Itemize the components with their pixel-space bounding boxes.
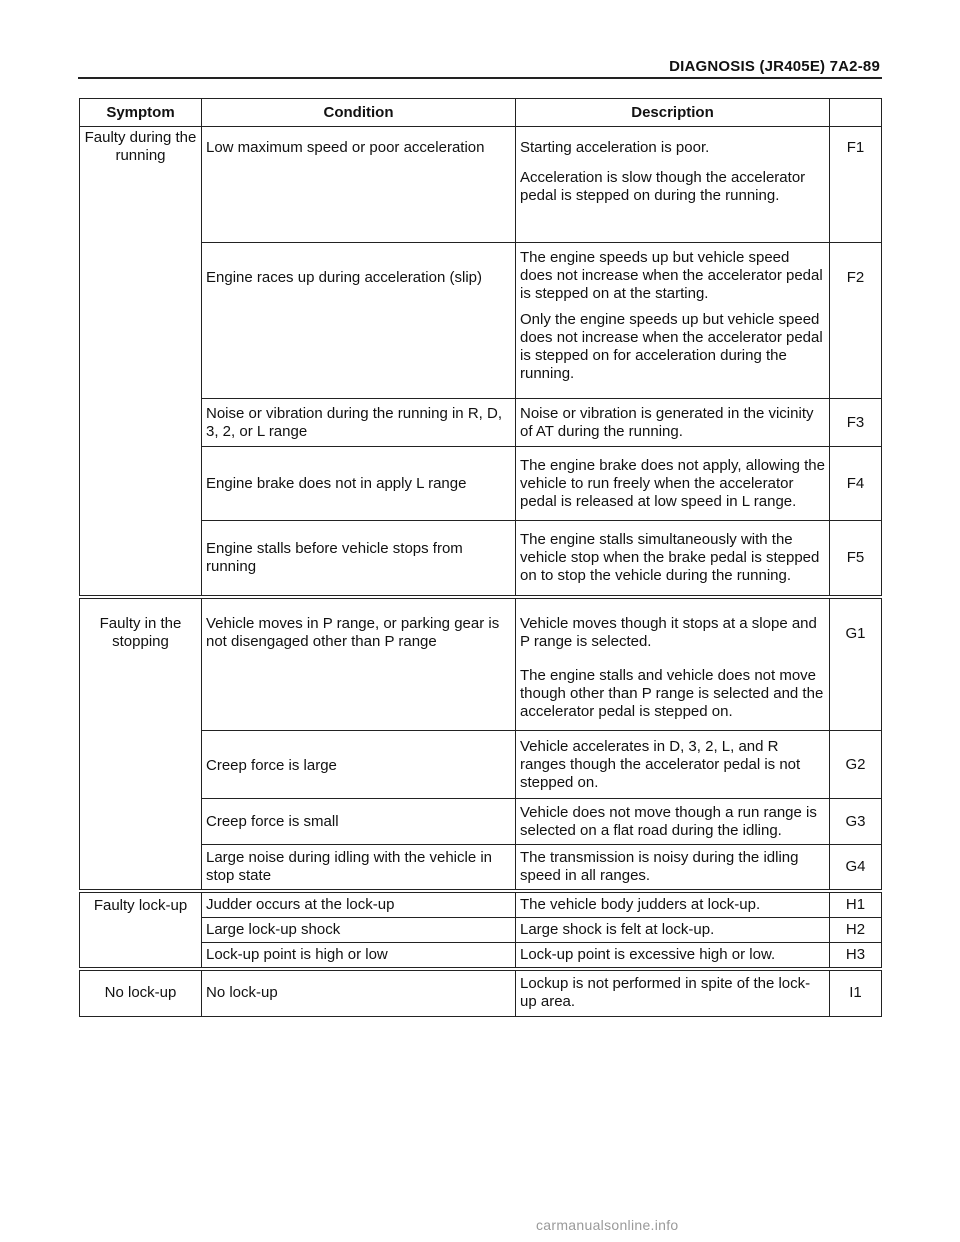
symptom-cell: Faulty in the stopping xyxy=(80,597,202,891)
code-cell: G4 xyxy=(830,845,882,891)
code-cell: I1 xyxy=(830,969,882,1017)
code-cell: F4 xyxy=(830,447,882,521)
table-row xyxy=(80,891,882,918)
condition-cell: Lock-up point is high or low xyxy=(202,942,516,969)
condition-cell: Creep force is small xyxy=(202,799,516,845)
description-cell: Noise or vibration is generated in the vicinity of AT during the running. xyxy=(516,399,830,447)
description-cell: Vehicle accelerates in D, 3, 2, L, and R ranges though the accelerator pedal is not stepped on. xyxy=(516,731,830,799)
table-row xyxy=(80,127,882,243)
description-cell: The vehicle body judders at lock-up. xyxy=(516,891,830,918)
description-cell: Lock-up point is excessive high or low. xyxy=(516,942,830,969)
symptom-cell: No lock-up xyxy=(80,969,202,1017)
header-symptom: Symptom xyxy=(80,99,202,127)
code-cell: F5 xyxy=(830,521,882,597)
code-cell: G2 xyxy=(830,731,882,799)
description-cell xyxy=(516,127,830,243)
description-cell: The transmission is noisy during the idling speed in all ranges. xyxy=(516,845,830,891)
header-condition: Condition xyxy=(202,99,516,127)
condition-cell: Judder occurs at the lock-up xyxy=(202,891,516,918)
condition-cell: Noise or vibration during the running in R, D, 3, 2, or L range xyxy=(202,399,516,447)
diagnosis-table xyxy=(79,98,882,1017)
table-row xyxy=(80,597,882,731)
condition-cell: Large lock-up shock xyxy=(202,917,516,942)
description-cell: The engine brake does not apply, allowing the vehicle to run freely when the accelerator pedal is released at low speed in L range. xyxy=(516,447,830,521)
description-cell: Large shock is felt at lock-up. xyxy=(516,917,830,942)
description-cell: The engine stalls simultaneously with the vehicle stop when the brake pedal is stepped on to stop the vehicle during the running. xyxy=(516,521,830,597)
condition-cell: Vehicle moves in P range, or parking gear is not disengaged other than P range xyxy=(202,597,516,731)
table-header-row xyxy=(80,99,882,127)
header-code xyxy=(830,99,882,127)
condition-cell: Low maximum speed or poor acceleration xyxy=(202,127,516,243)
description-text: The engine stalls and vehicle does not move though other than P range is selected and the accelerator pedal is stepped on. xyxy=(520,666,824,720)
symptom-cell: Faulty during the running xyxy=(80,127,202,597)
header-description: Description xyxy=(516,99,830,127)
diagnosis-table-container xyxy=(79,98,881,1017)
code-cell: F1 xyxy=(830,127,882,243)
code-cell: G1 xyxy=(830,597,882,731)
condition-cell: Engine stalls before vehicle stops from running xyxy=(202,521,516,597)
description-text: The engine speeds up but vehicle speed does not increase when the accelerator pedal is stepped on at the starting. xyxy=(520,249,823,302)
condition-cell: Engine races up during acceleration (slip) xyxy=(202,243,516,399)
description-text: Vehicle moves though it stops at a slope and P range is selected. xyxy=(520,614,817,650)
description-text: Starting acceleration is poor. xyxy=(520,139,710,156)
code-cell: H2 xyxy=(830,917,882,942)
code-cell: H1 xyxy=(830,891,882,918)
code-cell: G3 xyxy=(830,799,882,845)
code-cell: F2 xyxy=(830,243,882,399)
watermark-text: carmanualsonline.info xyxy=(536,1217,679,1233)
page-header-title: DIAGNOSIS (JR405E) 7A2-89 xyxy=(669,58,880,75)
code-cell: F3 xyxy=(830,399,882,447)
description-cell: Lockup is not performed in spite of the lock-up area. xyxy=(516,969,830,1017)
code-cell: H3 xyxy=(830,942,882,969)
symptom-cell: Faulty lock-up xyxy=(80,891,202,969)
description-cell xyxy=(516,597,830,731)
description-text: Only the engine speeds up but vehicle speed does not increase when the accelerator pedal is stepped on for acceleration during the running. xyxy=(520,311,823,382)
condition-cell: No lock-up xyxy=(202,969,516,1017)
header-divider xyxy=(78,77,882,79)
description-text: Acceleration is slow though the accelerator pedal is stepped on during the running. xyxy=(520,169,806,204)
description-cell: Vehicle does not move though a run range is selected on a flat road during the idling. xyxy=(516,799,830,845)
condition-cell: Creep force is large xyxy=(202,731,516,799)
table-row xyxy=(80,969,882,1017)
description-cell xyxy=(516,243,830,399)
condition-cell: Engine brake does not in apply L range xyxy=(202,447,516,521)
condition-cell: Large noise during idling with the vehicle in stop state xyxy=(202,845,516,891)
